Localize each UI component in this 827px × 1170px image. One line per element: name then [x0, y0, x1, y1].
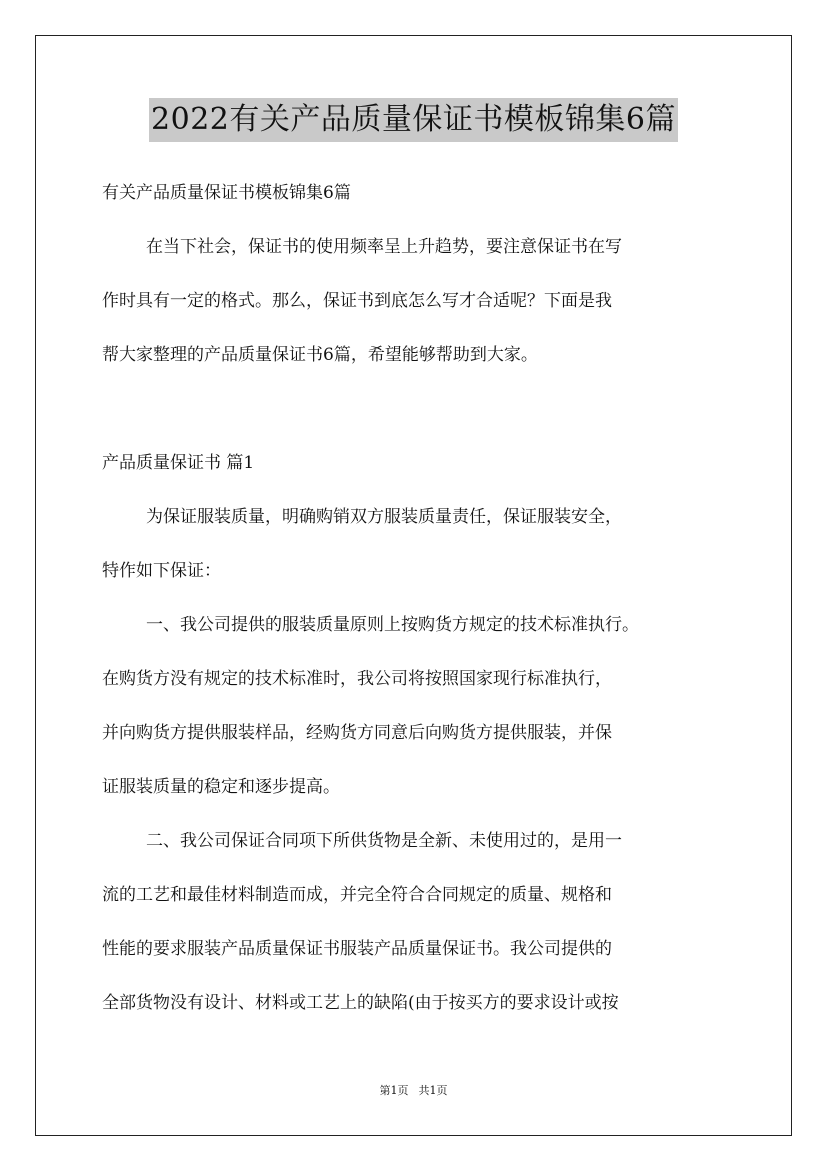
title-wrap	[0, 98, 827, 142]
para1-line-2: 特作如下保证：	[102, 561, 221, 581]
page-number: 第1页	[379, 1084, 409, 1097]
document-title: 2022有关产品质量保证书模板锦集6篇	[149, 98, 678, 142]
subtitle: 有关产品质量保证书模板锦集6篇	[102, 183, 351, 203]
para2-line-1: 一、我公司提供的服装质量原则上按购货方规定的技术标准执行。	[146, 615, 639, 635]
blank-line	[102, 382, 730, 436]
para2-line-4: 证服装质量的稳定和逐步提高。	[102, 777, 340, 797]
intro-line-2: 作时具有一定的格式。那么，保证书到底怎么写才合适呢？下面是我	[102, 291, 612, 311]
page-footer	[0, 1083, 827, 1099]
intro-line-1: 在当下社会，保证书的使用频率呈上升趋势，要注意保证书在写	[146, 237, 622, 257]
para3-line-1: 二、我公司保证合同项下所供货物是全新、未使用过的，是用一	[146, 831, 622, 851]
intro-line-3: 帮大家整理的产品质量保证书6篇，希望能够帮助到大家。	[102, 345, 538, 365]
para3-line-4: 全部货物没有设计、材料或工艺上的缺陷(由于按买方的要求设计或按	[102, 993, 619, 1013]
document-body	[102, 166, 730, 1030]
para3-line-2: 流的工艺和最佳材料制造而成，并完全符合合同规定的质量、规格和	[102, 885, 612, 905]
para2-line-2: 在购货方没有规定的技术标准时，我公司将按照国家现行标准执行，	[102, 669, 612, 689]
section-heading: 产品质量保证书 篇1	[102, 453, 255, 473]
para3-line-3: 性能的要求服装产品质量保证书服装产品质量保证书。我公司提供的	[102, 939, 612, 959]
para1-line-1: 为保证服装质量，明确购销双方服装质量责任，保证服装安全，	[146, 507, 622, 527]
para2-line-3: 并向购货方提供服装样品，经购货方同意后向购货方提供服装，并保	[102, 723, 612, 743]
page-total: 共1页	[418, 1084, 448, 1097]
